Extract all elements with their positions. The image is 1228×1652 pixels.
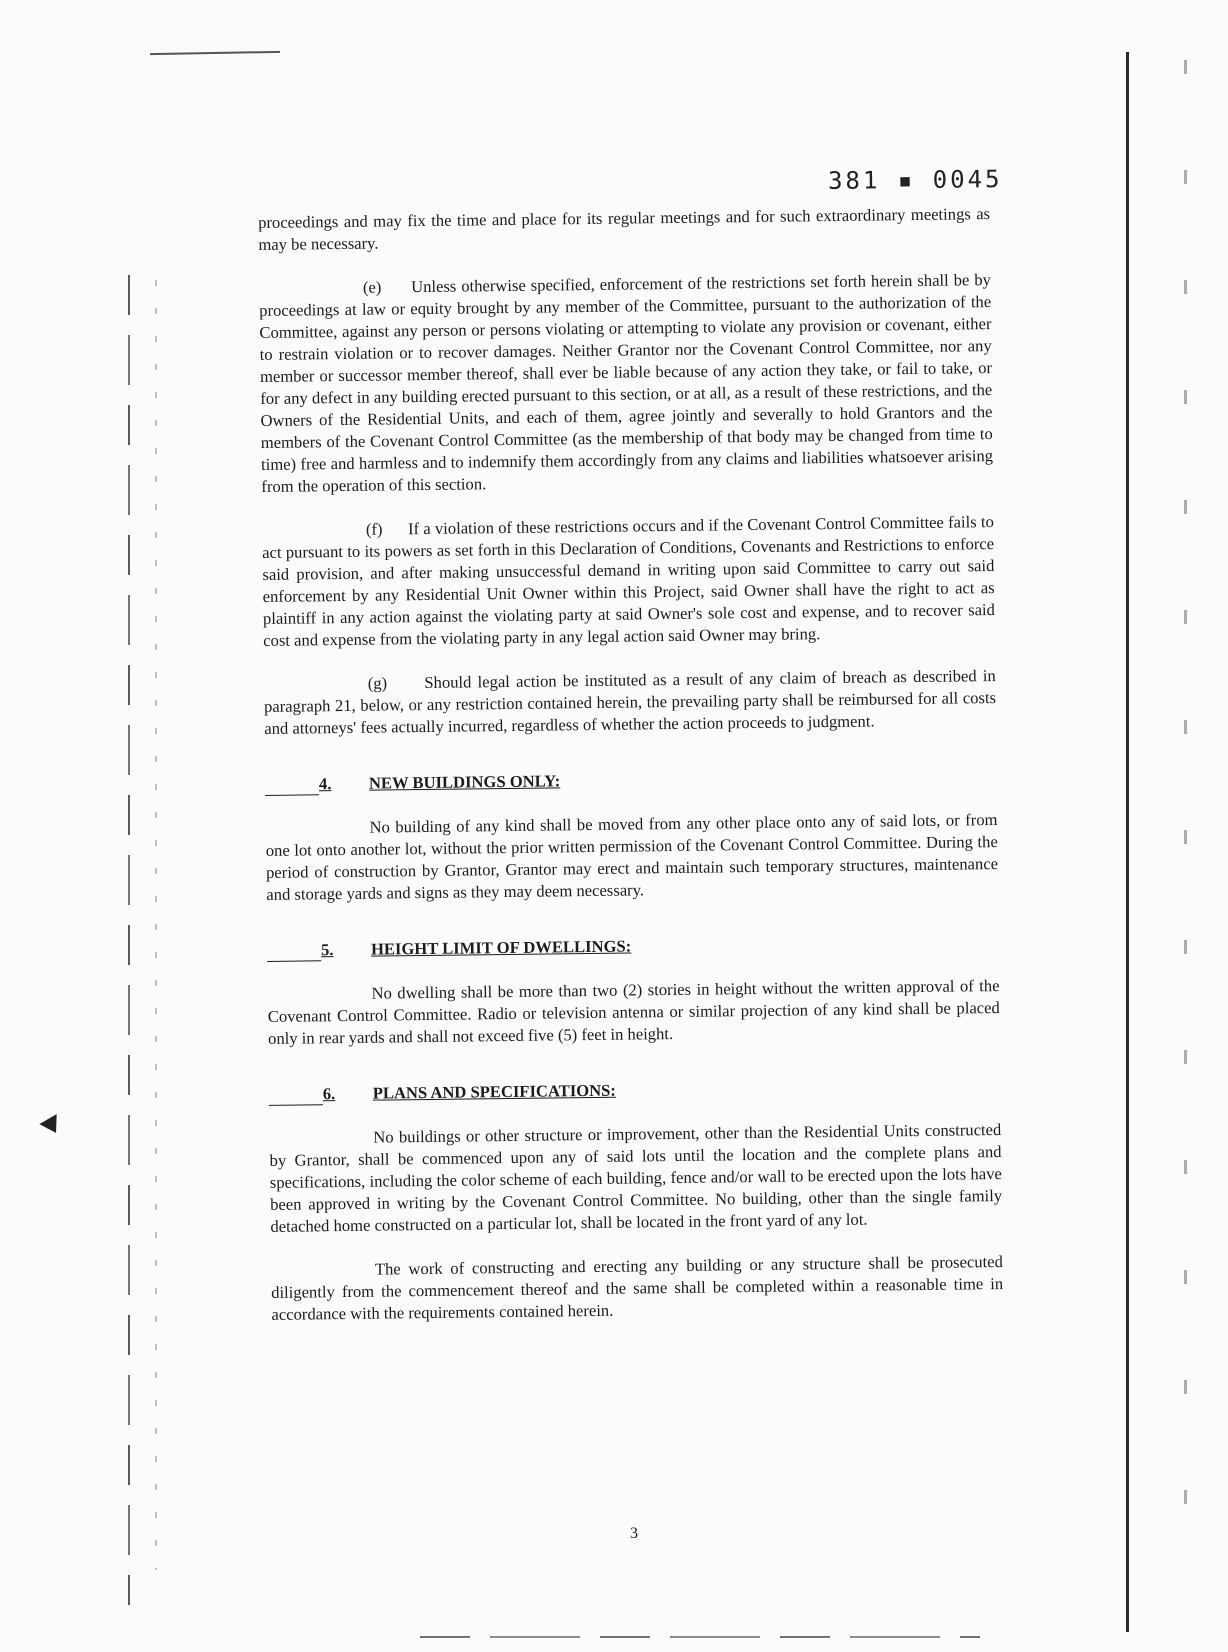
- paragraph-e: [259, 269, 994, 498]
- section-title: PLANS AND SPECIFICATIONS:: [372, 1080, 616, 1103]
- section-number: 4.: [318, 774, 332, 794]
- paragraph-f-label: (f): [365, 519, 383, 539]
- section-heading-height-limit: [267, 931, 999, 962]
- section-number: 5.: [320, 940, 334, 960]
- paragraph-g-label: (g): [367, 673, 388, 693]
- section-number: 6.: [322, 1084, 336, 1104]
- heading-rule: [265, 776, 319, 796]
- section-heading-plans-specifications: [269, 1075, 1001, 1106]
- section-title: NEW BUILDINGS ONLY:: [368, 771, 561, 793]
- scan-artifact-top: [150, 51, 280, 55]
- section-6-paragraph-2: The work of constructing and erecting any building or any structure shall be prosecuted diligently from the commencement thereof and the same shall be completed within a reasonable time in accordance with the requirements contained herein.: [271, 1251, 1004, 1324]
- section-heading-new-buildings: [265, 765, 997, 796]
- section-5-paragraph: No dwelling shall be more than two (2) stories in height without the written approval of the Covenant Control Committee. Radio or television antenna or similar projection of any kind shall be placed only in rear yards and shall not exceed five (5) feet in height.: [267, 975, 1000, 1048]
- paragraph-g-text: Should legal action be instituted as a result of any claim of breach as described in paragraph 21, below, or any restriction contained herein, the prevailing party shall be reimbursed for all costs and attorneys' fees actually incurred, regardless of whether the action proceeds to judgment.: [263, 666, 997, 738]
- section-6-paragraph-1: No buildings or other structure or improvement, other than the Residential Units constructed by Grantor, shall be commenced upon any of said lots until the location and the complete plans and specifications, including the color scheme of each building, fence and/or wall to be erected upon the lots have been approved in writing by the Covenant Control Committee. No building, other than the single family detached home constructed on a particular lot, shall be located in the front yard of any lot.: [269, 1119, 1003, 1236]
- scan-artifact-arrow-mark: [39, 1114, 64, 1138]
- continuation-paragraph: proceedings and may fix the time and place for its regular meetings and for such extraordinary meetings as may be necessary.: [258, 204, 991, 254]
- heading-rule: [267, 942, 321, 962]
- section-title: HEIGHT LIMIT OF DWELLINGS:: [370, 936, 632, 959]
- paragraph-e-text: Unless otherwise specified, enforcement of the restrictions set forth herein shall be by proceedings at law or equity brought by any member of the Committee, pursuant to the authorization of the Committee, against any person or persons violating or attempting to violate any provision or covenant, either to restrain violation or to recover damages. Neither Grantor nor the Covenant Control Committee, nor any member or successor member thereof, shall ever be liable because of any action they take, or fail to take, or for any defect in any building erected pursuant to this section, or at all, as a result of these restrictions, and the Owners of the Residential Units, and each of them, agree jointly and severally to hold Grantors and the members of the Covenant Control Committee (as the membership of that body may be changed from time to time) free and harmless and to indemnify them accordingly from any claims and liabilities whatsoever arising from the operation of this section.: [259, 270, 994, 496]
- paragraph-e-label: (e): [362, 277, 382, 297]
- paragraph-g: [264, 665, 997, 740]
- document-body: [258, 203, 1004, 1348]
- scan-artifact-bottom: [420, 1636, 980, 1638]
- document-number: 381 ▪ 0045: [827, 165, 1003, 195]
- scan-artifact-left-edge: [128, 275, 130, 1605]
- scan-artifact-right-edge: [1126, 52, 1129, 1632]
- scan-artifact-left-dots: [155, 280, 157, 1570]
- heading-rule: [269, 1086, 323, 1106]
- paragraph-f: [262, 511, 996, 652]
- paragraph-f-text: If a violation of these restrictions occurs and if the Covenant Control Committee fails to act pursuant to its powers as set forth in this Declaration of Conditions, Covenants and Restrictions to enforce said provision, and after making unsuccessful demand in writing upon said Committee to carry out said enforcement by any Residential Unit Owner within this Project, said Owner shall have the right to act as plaintiff in any action against the violating party at said Owner's sole cost and expense, and to recover said cost and expense from the violating party in any legal action said Owner may bring.: [262, 512, 996, 650]
- page-number: 3: [630, 1525, 638, 1542]
- section-4-paragraph: No building of any kind shall be moved from any other place onto any of said lots, or from one lot onto another lot, without the prior written permission of the Covenant Control Committee. During the period of construction by Grantor, Grantor may erect and maintain such temporary structures, maintenance and storage yards and signs as they may deem necessary.: [265, 810, 999, 904]
- scan-artifact-right-ticks: [1184, 60, 1187, 1600]
